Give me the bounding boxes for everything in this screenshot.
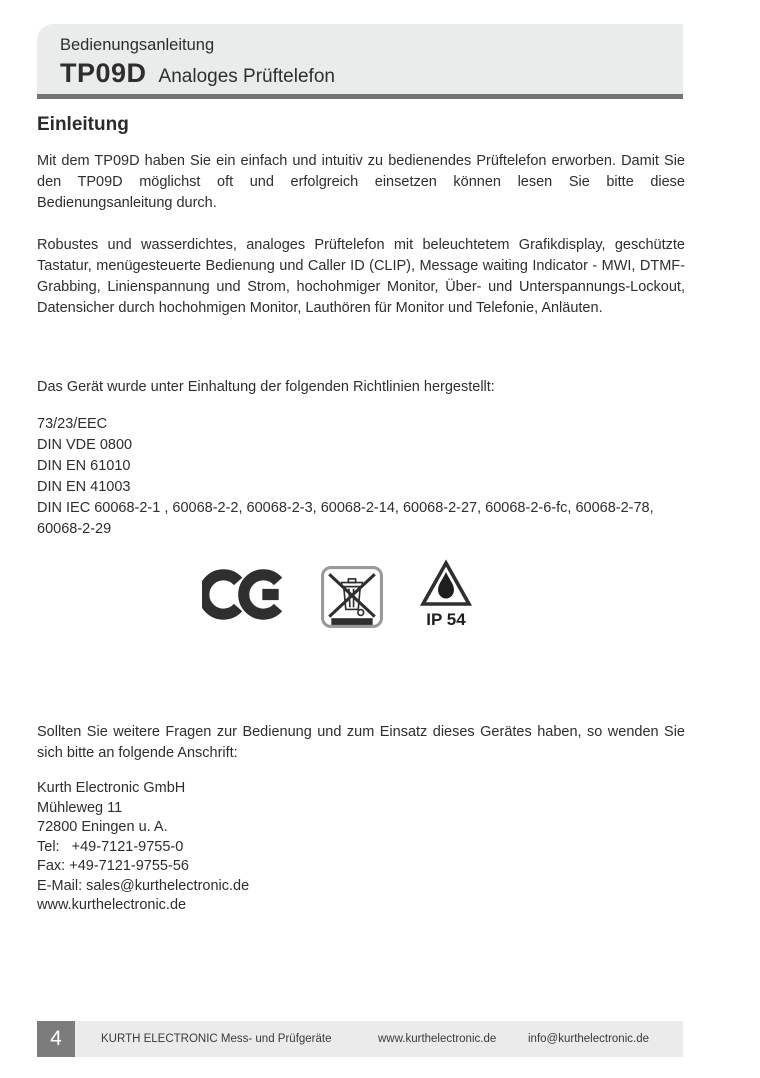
- ce-mark-icon: [202, 567, 284, 627]
- directive-item: 73/23/EEC: [37, 416, 108, 432]
- ip54-rating-icon: [419, 558, 473, 637]
- product-name: Analoges Prüftelefon: [158, 66, 335, 87]
- footer-bar: [37, 1021, 683, 1057]
- directive-item: DIN IEC 60068-2-1 , 60068-2-2, 60068-2-3, 60068-2-14, 60068-2-27, 60068-2-6-fc, 60068-2-78, 60068-2-29: [37, 500, 654, 537]
- company-name: Kurth Electronic GmbH: [37, 780, 186, 796]
- section-title: Einleitung: [37, 114, 129, 135]
- page-number-badge: 4: [37, 1021, 75, 1057]
- ip54-label: IP 54: [426, 610, 466, 629]
- footer-email: info@kurthelectronic.de: [528, 1033, 649, 1045]
- weee-bin-icon: [321, 566, 383, 633]
- address-block: [37, 779, 249, 916]
- header-banner: [37, 24, 683, 99]
- document-type: Bedienungsanleitung: [60, 36, 215, 54]
- contact-intro: Sollten Sie weitere Fragen zur Bedienung und zum Einsatz dieses Gerätes haben, so wenden Sie sich bitte an folgende Anschrift:: [37, 724, 685, 761]
- phone-line: Tel: +49-7121-9755-0: [37, 838, 184, 855]
- street-line: Mühleweg 11: [37, 799, 123, 816]
- website-line: www.kurthelectronic.de: [37, 897, 187, 913]
- footer-company: KURTH ELECTRONIC Mess- und Prüfgeräte: [101, 1033, 332, 1045]
- intro-paragraph: Mit dem TP09D haben Sie ein einfach und intuitiv zu bedienendes Prüftelefon erworben. Damit Sie den TP09D möglichst oft und erfolgreich einsetzen können lesen Sie bitte diese Bedienungsanleitung durch.: [37, 153, 685, 211]
- header-title-row: [60, 58, 683, 89]
- directive-item: DIN EN 61010: [37, 458, 131, 474]
- city-line: 72800 Eningen u. A.: [37, 819, 168, 835]
- fax-line: Fax: +49-7121-9755-56: [37, 858, 189, 874]
- directives-intro: Das Gerät wurde unter Einhaltung der folgenden Richtlinien hergestellt:: [37, 379, 495, 395]
- directive-item: DIN VDE 0800: [37, 437, 133, 453]
- directives-list: [37, 414, 685, 540]
- footer-website: www.kurthelectronic.de: [378, 1033, 497, 1045]
- features-paragraph: Robustes und wasserdichtes, analoges Prüftelefon mit beleuchtetem Grafikdisplay, geschützte Tastatur, menügesteuerte Bedienung und Caller ID (CLIP), Message waiting Indicator - MWI, DTMF-Grabbing, Linienspannung und Strom, hochohmiger Monitor, Über- und Unterspannungs-Lockout, Datensicher durch hochohmigen Monitor, Lauthören für Monitor und Telefonie, Anläuten.: [37, 237, 685, 316]
- model-name: TP09D: [60, 58, 147, 88]
- directive-item: DIN EN 41003: [37, 479, 131, 495]
- email-line: E-Mail: sales@kurthelectronic.de: [37, 877, 250, 894]
